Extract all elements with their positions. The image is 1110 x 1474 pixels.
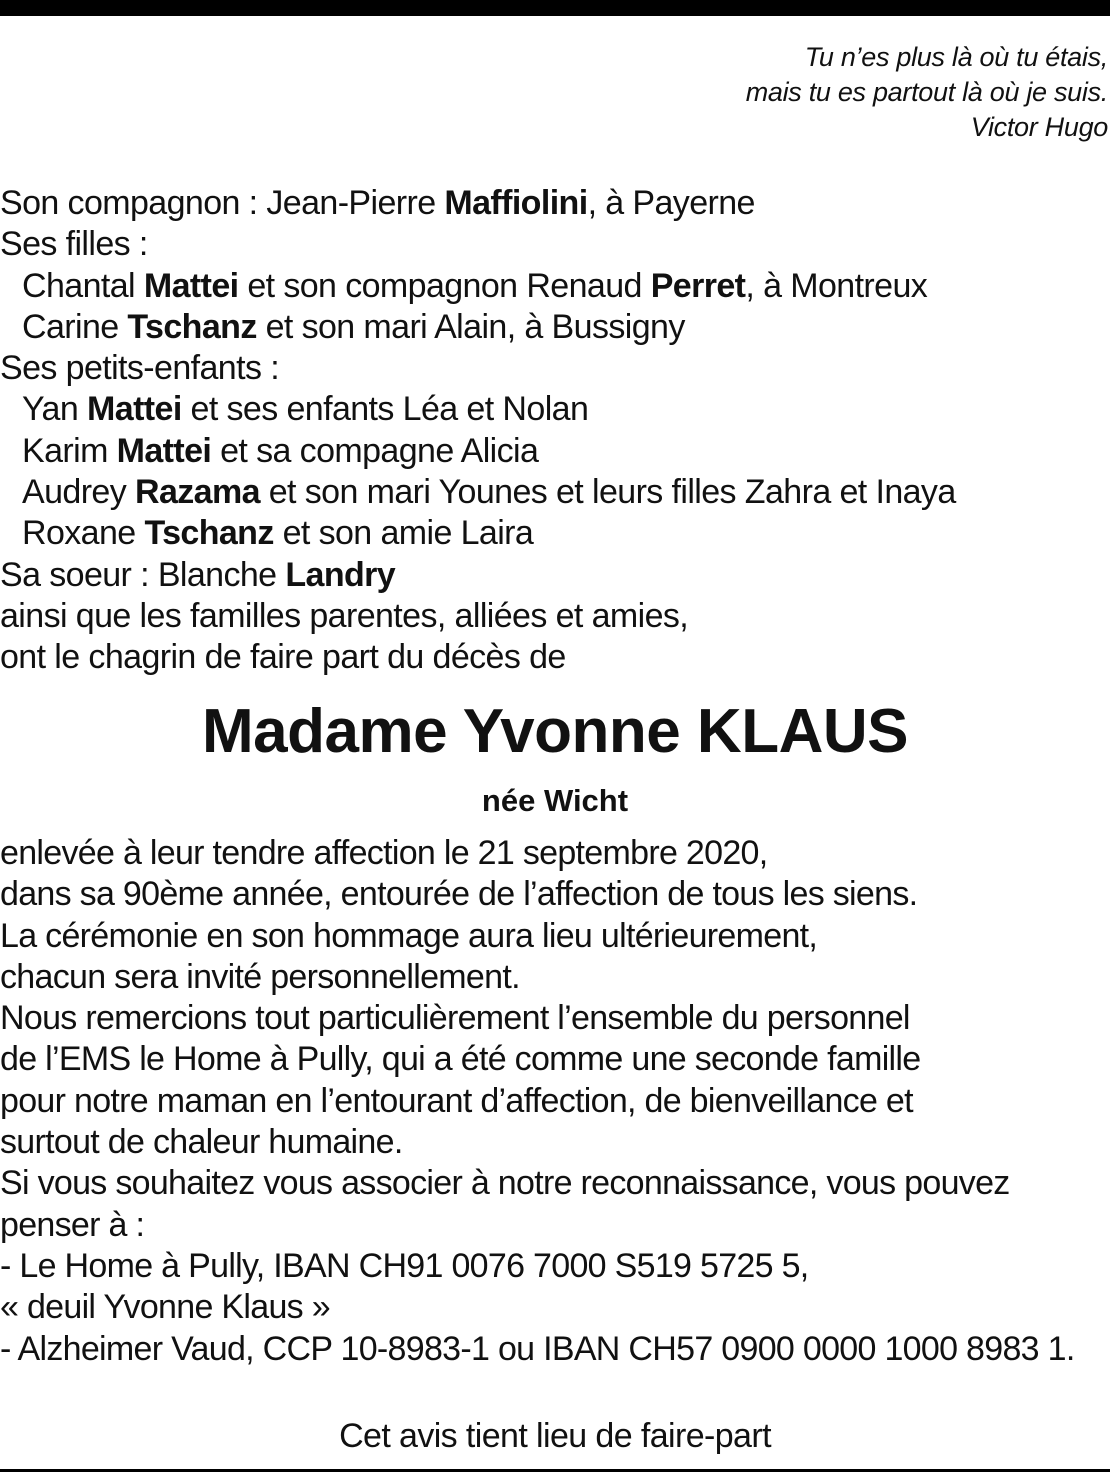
- footer-note: Cet avis tient lieu de faire-part: [339, 1417, 771, 1455]
- daughters-heading: Ses filles :: [0, 225, 148, 264]
- bottom-rule: [0, 1469, 1110, 1472]
- grandchild-line: Karim Mattei et sa compagne Alicia: [22, 431, 539, 470]
- body-line: La cérémonie en son hommage aura lieu ultérieurement,: [0, 916, 818, 955]
- body-line: chacun sera invité personnellement.: [0, 957, 520, 996]
- closing-line-1: ainsi que les familles parentes, alliées et amies,: [0, 596, 689, 635]
- body-line: - Le Home à Pully, IBAN CH91 0076 7000 S519 5725 5,: [0, 1246, 809, 1285]
- quote-line-1: Tu n’es plus là où tu étais,: [804, 42, 1108, 72]
- grandchild-line: Yan Mattei et ses enfants Léa et Nolan: [22, 390, 589, 429]
- family-list: [0, 183, 956, 679]
- quote-line-2: mais tu es partout là où je suis.: [745, 77, 1108, 107]
- body-line: penser à :: [0, 1205, 145, 1244]
- body-line: « deuil Yvonne Klaus »: [0, 1288, 330, 1327]
- announcement-body: [0, 833, 1075, 1370]
- top-rule: [0, 0, 1110, 16]
- body-line: dans sa 90ème année, entourée de l’affection de tous les siens.: [0, 875, 918, 914]
- companion-line: Son compagnon : Jean-Pierre Maffiolini, à Payerne: [0, 184, 755, 222]
- quote-author: Victor Hugo: [970, 112, 1108, 142]
- body-line: pour notre maman en l’entourant d’affection, de bienveillance et: [0, 1081, 913, 1120]
- closing-line-2: ont le chagrin de faire part du décès de: [0, 638, 566, 677]
- grandchild-line: Audrey Razama et son mari Younes et leurs filles Zahra et Inaya: [22, 473, 956, 512]
- grandchildren-heading: Ses petits-enfants :: [0, 349, 280, 388]
- maiden-name: née Wicht: [481, 783, 629, 818]
- deceased-name: Madame Yvonne KLAUS: [202, 697, 908, 766]
- daughter-line: Chantal Mattei et son compagnon Renaud Perret, à Montreux: [22, 266, 928, 305]
- body-line: - Alzheimer Vaud, CCP 10-8983-1 ou IBAN CH57 0900 0000 1000 8983 1.: [0, 1329, 1075, 1368]
- sister-line: Sa soeur : Blanche Landry: [0, 555, 396, 594]
- daughter-line: Carine Tschanz et son mari Alain, à Bussigny: [22, 307, 685, 346]
- body-line: de l’EMS le Home à Pully, qui a été comme une seconde famille: [0, 1040, 921, 1079]
- body-line: enlevée à leur tendre affection le 21 septembre 2020,: [0, 834, 768, 872]
- grandchild-line: Roxane Tschanz et son amie Laira: [22, 514, 534, 553]
- body-line: Si vous souhaitez vous associer à notre reconnaissance, vous pouvez: [0, 1164, 1010, 1203]
- body-line: Nous remercions tout particulièrement l’ensemble du personnel: [0, 999, 910, 1038]
- epigraph-quote: [746, 40, 1108, 145]
- body-line: surtout de chaleur humaine.: [0, 1123, 403, 1162]
